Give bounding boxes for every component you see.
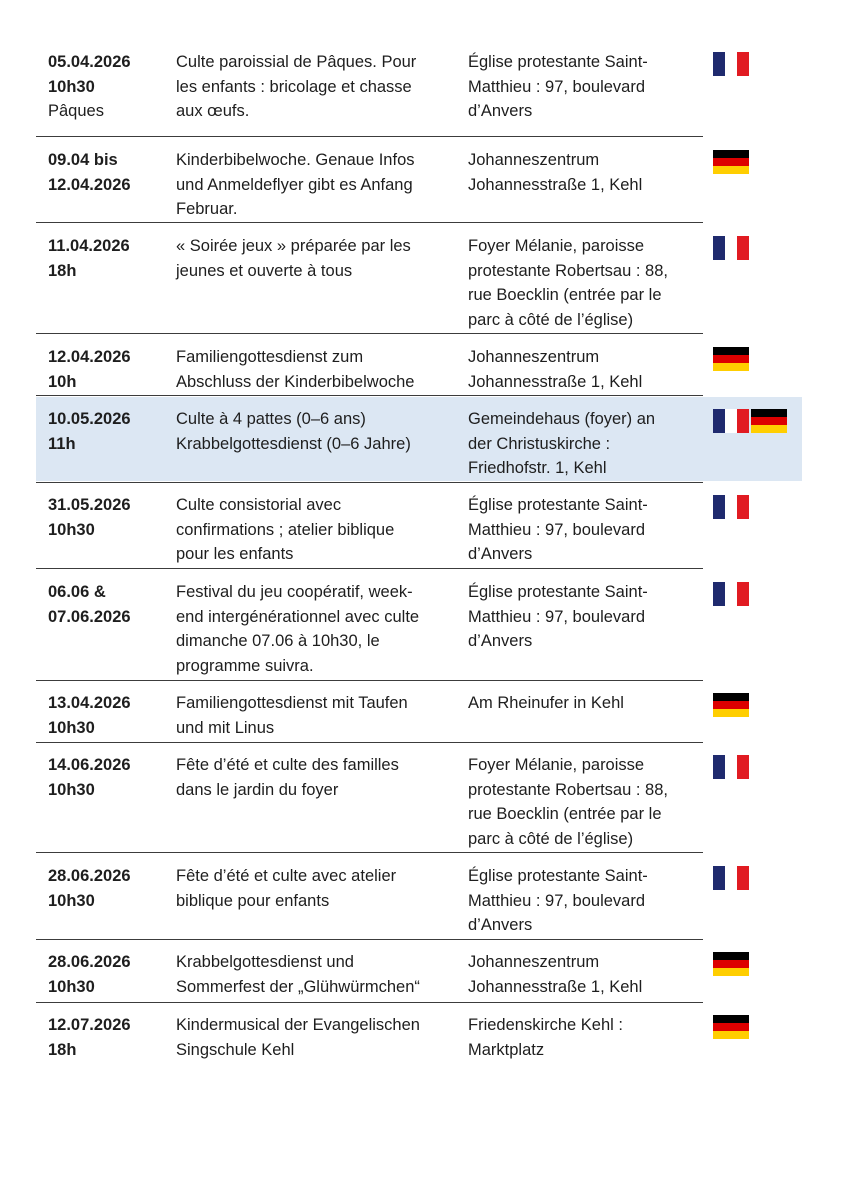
event-location: Église protestante Saint- Matthieu : 97, boulevard d’Anvers [468, 53, 648, 121]
event-row [36, 483, 802, 568]
event-location: Am Rheinufer in Kehl [468, 694, 624, 712]
event-description: Culte paroissial de Pâques. Pour les enfants : bricolage et chasse aux œufs. [176, 53, 417, 121]
event-date: 31.05.2026 10h30 [48, 496, 131, 539]
event-date-cell [48, 50, 168, 124]
event-location: Foyer Mélanie, paroisse protestante Robertsau : 88, rue Boecklin (entrée par le parc à côté de l’église) [468, 756, 668, 848]
event-location: Église protestante Saint- Matthieu : 97, boulevard d’Anvers [468, 496, 648, 564]
event-row [36, 940, 802, 1001]
france-flag-icon [713, 582, 749, 606]
event-location: Johanneszentrum Johannesstraße 1, Kehl [468, 348, 643, 391]
germany-flag-icon [713, 952, 749, 976]
event-description: Festival du jeu coopératif, week- end intergénérationnel avec culte dimanche 07.06 à 10h30, le programme suivra. [176, 583, 420, 675]
row-divider [36, 568, 703, 569]
event-date: 28.06.2026 10h30 [48, 867, 131, 910]
france-flag-icon [713, 52, 749, 76]
germany-flag-icon [713, 1015, 749, 1039]
event-location: Église protestante Saint- Matthieu : 97, boulevard d’Anvers [468, 867, 648, 935]
event-description: Familiengottesdienst mit Taufen und mit Linus [176, 694, 408, 737]
event-date: 12.04.2026 10h [48, 348, 131, 391]
event-date-cell [48, 493, 168, 542]
france-flag-icon [713, 409, 749, 433]
event-date: 11.04.2026 18h [48, 237, 130, 280]
france-flag-icon [713, 495, 749, 519]
row-divider [36, 939, 703, 940]
event-row [36, 854, 802, 938]
event-row [36, 335, 802, 395]
event-date-cell [48, 345, 168, 394]
row-divider [36, 1002, 703, 1003]
event-date-cell [48, 234, 168, 283]
france-flag-icon [713, 755, 749, 779]
event-location: Église protestante Saint- Matthieu : 97, boulevard d’Anvers [468, 583, 648, 651]
event-date-cell [48, 864, 168, 913]
event-description: Culte à 4 pattes (0–6 ans) Krabbelgottesdienst (0–6 Jahre) [176, 410, 411, 453]
event-date: 12.07.2026 18h [48, 1016, 131, 1059]
event-description: Kindermusical der Evangelischen Singschule Kehl [176, 1016, 420, 1059]
event-note: Pâques [48, 102, 104, 121]
event-date-cell [48, 950, 168, 999]
event-row [36, 138, 802, 222]
event-date: 14.06.2026 10h30 [48, 756, 131, 799]
event-location: Johanneszentrum Johannesstraße 1, Kehl [468, 151, 643, 194]
event-description: Kinderbibelwoche. Genaue Infos und Anmeldeflyer gibt es Anfang Februar. [176, 151, 415, 219]
event-location: Johanneszentrum Johannesstraße 1, Kehl [468, 953, 643, 996]
event-date: 09.04 bis 12.04.2026 [48, 151, 131, 194]
event-date-cell [48, 753, 168, 802]
event-date: 06.06 & 07.06.2026 [48, 583, 131, 626]
event-date: 13.04.2026 10h30 [48, 694, 131, 737]
row-divider [36, 680, 703, 681]
event-date: 28.06.2026 10h30 [48, 953, 131, 996]
germany-flag-icon [751, 409, 787, 433]
event-date-cell [48, 580, 168, 629]
event-description: Familiengottesdienst zum Abschluss der Kinderbibelwoche [176, 348, 415, 391]
germany-flag-icon [713, 347, 749, 371]
event-row [36, 1003, 802, 1068]
event-date-cell [48, 1013, 168, 1062]
event-location: Friedenskirche Kehl : Marktplatz [468, 1016, 623, 1059]
row-divider [36, 852, 703, 853]
event-location: Gemeindehaus (foyer) an der Christuskirche : Friedhofstr. 1, Kehl [468, 410, 656, 478]
row-divider [36, 136, 703, 137]
row-divider [36, 333, 703, 334]
event-row [36, 397, 802, 481]
event-description: « Soirée jeux » préparée par les jeunes et ouverte à tous [176, 237, 411, 280]
event-description: Culte consistorial avec confirmations ; atelier biblique pour les enfants [176, 496, 395, 564]
event-date-cell [48, 691, 168, 740]
event-description: Fête d’été et culte avec atelier biblique pour enfants [176, 867, 397, 910]
event-description: Fête d’été et culte des familles dans le jardin du foyer [176, 756, 399, 799]
row-divider [36, 222, 703, 223]
event-date: 10.05.2026 11h [48, 410, 131, 453]
germany-flag-icon [713, 150, 749, 174]
row-divider [36, 482, 703, 483]
event-description: Krabbelgottesdienst und Sommerfest der „Glühwürmchen“ [176, 953, 420, 996]
event-row [36, 743, 802, 852]
france-flag-icon [713, 866, 749, 890]
event-row [36, 570, 802, 679]
event-row [36, 224, 802, 333]
germany-flag-icon [713, 693, 749, 717]
event-location: Foyer Mélanie, paroisse protestante Robertsau : 88, rue Boecklin (entrée par le parc à côté de l’église) [468, 237, 668, 329]
france-flag-icon [713, 236, 749, 260]
event-date: 05.04.2026 10h30 [48, 53, 131, 96]
event-row [36, 681, 802, 741]
event-date-cell [48, 407, 168, 456]
event-row [36, 40, 802, 136]
event-date-cell [48, 148, 168, 197]
row-divider [36, 742, 703, 743]
row-divider [36, 395, 703, 396]
